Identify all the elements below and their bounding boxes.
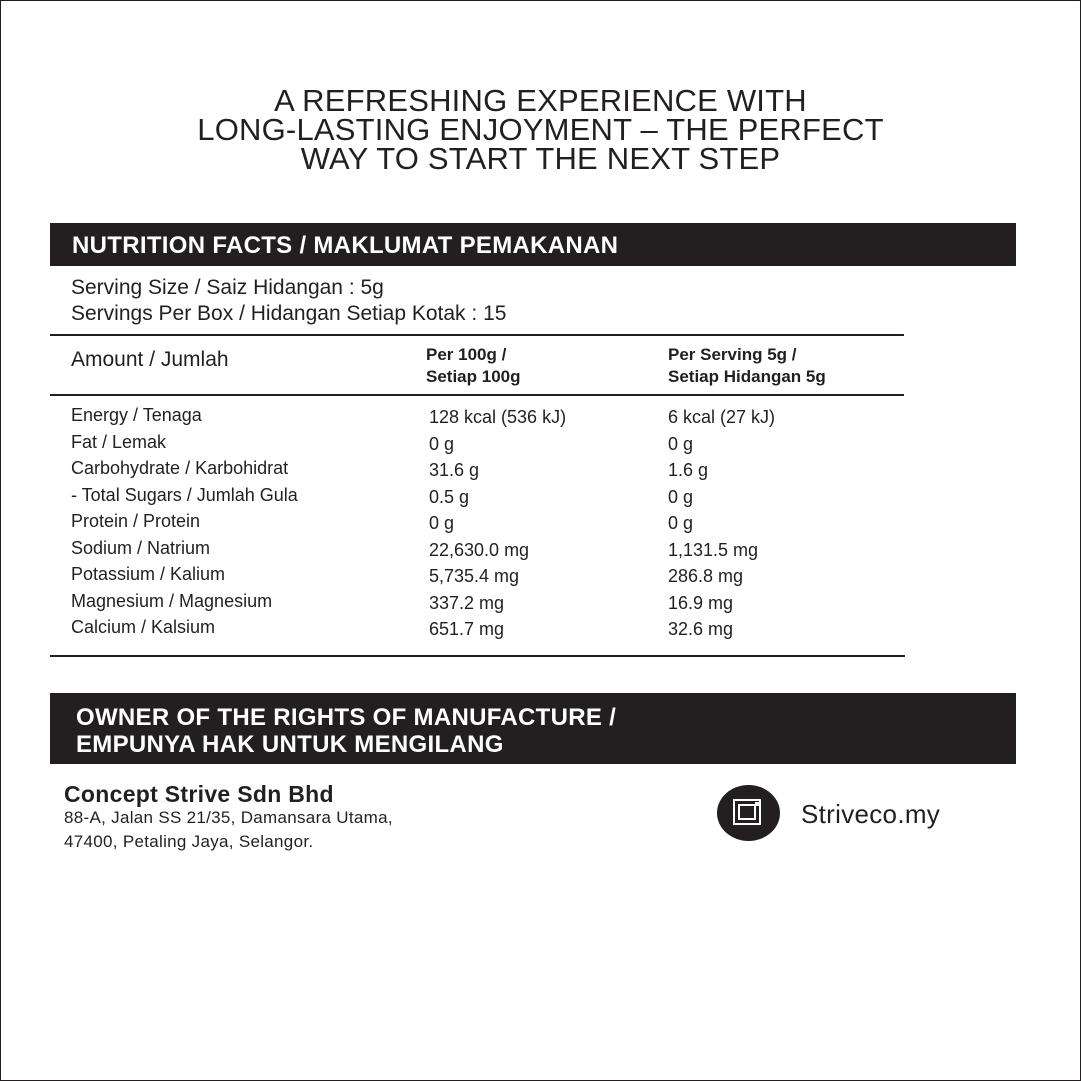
value-per-100g: 0.5 g	[429, 486, 470, 507]
address-line-2: 47400, Petaling Jaya, Selangor.	[64, 832, 314, 851]
value-per-100g: 128 kcal (536 kJ)	[429, 407, 567, 427]
nutrient-name: Fat / Lemak	[71, 431, 167, 452]
nutrition-heading-bar	[50, 223, 1016, 266]
table-row	[0, 485, 1000, 511]
servings-per-box: Servings Per Box / Hidangan Setiap Kotak : 15	[71, 302, 507, 325]
table-row	[0, 617, 1000, 643]
divider-bottom	[50, 655, 905, 657]
per-100g-header	[426, 344, 521, 388]
per-100g-header-line-1: Per 100g /	[426, 345, 507, 364]
value-per-100g: 337.2 mg	[429, 592, 505, 613]
value-per-serving: 0 g	[668, 513, 694, 533]
amount-header: Amount / Jumlah	[71, 348, 229, 371]
nutrient-name: Magnesium / Magnesium	[71, 590, 273, 611]
nutrient-name: Potassium / Kalium	[71, 564, 226, 584]
table-row	[0, 564, 1000, 590]
nutrient-name: - Total Sugars / Jumlah Gula	[71, 484, 298, 505]
headline-line-2: LONG-LASTING ENJOYMENT – THE PERFECT	[197, 112, 884, 147]
value-per-100g: 651.7 mg	[429, 619, 505, 639]
value-per-serving: 32.6 mg	[668, 619, 734, 639]
divider-top	[50, 334, 904, 336]
nutrition-heading: NUTRITION FACTS / MAKLUMAT PEMAKANAN	[72, 232, 619, 259]
table-row	[0, 432, 1000, 458]
nutrient-name: Calcium / Kalsium	[71, 617, 216, 637]
value-per-serving: 16.9 mg	[668, 592, 734, 613]
value-per-100g: 0 g	[429, 513, 455, 533]
per-serving-header	[668, 344, 826, 388]
value-per-serving: 6 kcal (27 kJ)	[668, 407, 776, 427]
serving-size: Serving Size / Saiz Hidangan : 5g	[71, 276, 384, 299]
value-per-100g: 31.6 g	[429, 460, 480, 480]
nutrient-name: Energy / Tenaga	[71, 405, 202, 425]
value-per-100g: 0 g	[429, 433, 455, 454]
headline	[0, 83, 1081, 176]
address-line-1: 88-A, Jalan SS 21/35, Damansara Utama,	[64, 808, 393, 827]
divider-header	[50, 394, 904, 396]
table-row	[0, 405, 1000, 431]
value-per-serving: 0 g	[668, 433, 694, 454]
per-serving-header-line-2: Setiap Hidangan 5g	[668, 367, 826, 386]
value-per-serving: 0 g	[668, 486, 694, 507]
per-serving-header-line-1: Per Serving 5g /	[668, 345, 797, 364]
table-row	[0, 511, 1000, 537]
table-row	[0, 538, 1000, 564]
company-name: Concept Strive Sdn Bhd	[64, 781, 334, 807]
headline-line-1: A REFRESHING EXPERIENCE WITH	[274, 83, 807, 118]
website-icon	[717, 785, 780, 841]
nutrient-name: Carbohydrate / Karbohidrat	[71, 458, 289, 478]
table-row	[0, 458, 1000, 484]
nutrient-name: Sodium / Natrium	[71, 537, 211, 558]
owner-heading-line-1: OWNER OF THE RIGHTS OF MANUFACTURE /	[76, 704, 617, 731]
headline-line-3: WAY TO START THE NEXT STEP	[300, 141, 781, 176]
value-per-serving: 286.8 mg	[668, 566, 744, 586]
nutrient-name: Protein / Protein	[71, 511, 201, 531]
website-icon-dot	[755, 802, 759, 806]
table-row	[0, 591, 1000, 617]
value-per-100g: 22,630.0 mg	[429, 539, 530, 560]
value-per-serving: 1,131.5 mg	[668, 539, 759, 560]
website-icon-inner-square	[738, 804, 756, 820]
per-100g-header-line-2: Setiap 100g	[426, 367, 521, 386]
value-per-serving: 1.6 g	[668, 460, 709, 480]
owner-heading-line-2: EMPUNYA HAK UNTUK MENGILANG	[76, 731, 504, 758]
value-per-100g: 5,735.4 mg	[429, 566, 520, 586]
website-link[interactable]: Striveco.my	[801, 799, 941, 829]
owner-heading-bar	[50, 693, 1016, 764]
